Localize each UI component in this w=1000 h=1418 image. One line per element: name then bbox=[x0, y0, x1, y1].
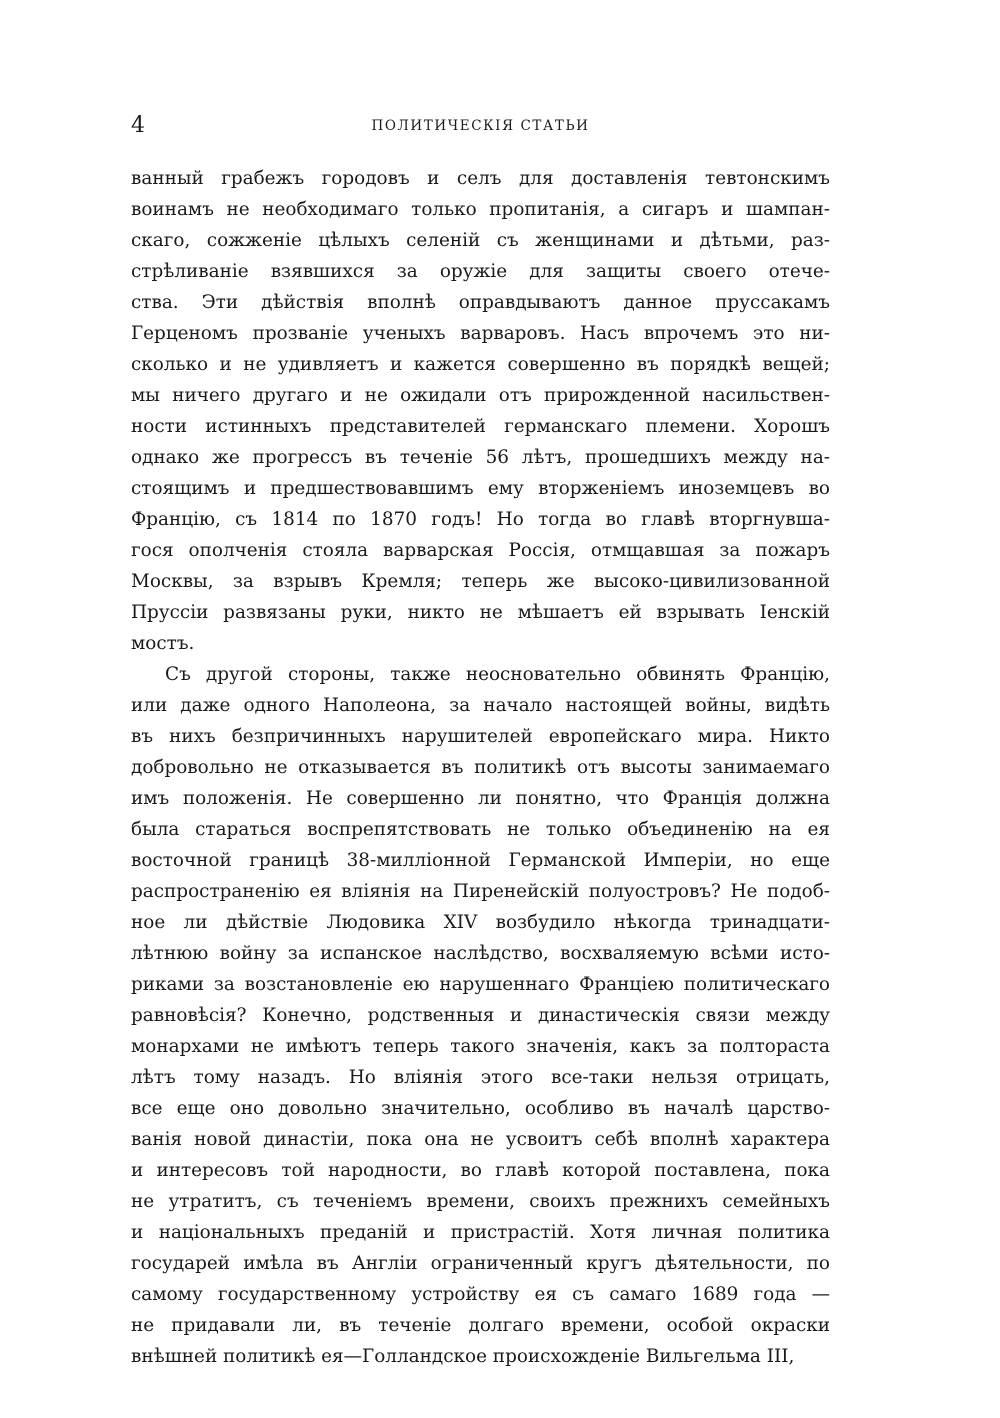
text-line: сколько и не удивляетъ и кажется совершенно въ порядкѣ вещей; bbox=[131, 354, 830, 375]
text-line: лѣтнюю войну за испанское наслѣдство, восхваляемую всѣми исто- bbox=[131, 943, 830, 964]
text-line: ства. Эти дѣйствія вполнѣ оправдываютъ данное пруссакамъ bbox=[131, 292, 830, 313]
body-text bbox=[131, 163, 830, 1372]
text-line: добровольно не отказывается въ политикѣ отъ высоты занимаемаго bbox=[131, 757, 830, 778]
text-line: мостъ. bbox=[131, 633, 195, 654]
text-line: лѣтъ тому назадъ. Но вліянія этого все-таки нельзя отрицать, bbox=[131, 1067, 830, 1088]
text-line: гося ополченія стояла варварская Россія, отмщавшая за пожаръ bbox=[131, 540, 830, 561]
text-line: внѣшней политикѣ ея—Голландское происхожденіе Вильгельма III, bbox=[131, 1346, 795, 1367]
page-number: 4 bbox=[131, 113, 145, 138]
text-line: государей имѣла въ Англіи ограниченный кругъ дѣятельности, по bbox=[131, 1253, 830, 1274]
text-line: Съ другой стороны, также неосновательно обвинять Францію, bbox=[165, 664, 830, 685]
text-line: однако же прогрессъ въ теченіе 56 лѣтъ, прошедшихъ между на- bbox=[131, 447, 830, 468]
text-line: или даже одного Наполеона, за начало настоящей войны, видѣть bbox=[131, 695, 830, 716]
text-line: распространенію ея вліянія на Пиренейскій полуостровъ? Не подоб- bbox=[131, 881, 830, 902]
text-line: была стараться воспрепятствовать не только объединенію на ея bbox=[131, 819, 830, 840]
text-line: Герценомъ прозваніе ученыхъ варваровъ. Насъ впрочемъ это ни- bbox=[131, 323, 830, 344]
text-line: ное ли дѣйствіе Людовика XIV возбудило нѣкогда тринадцати- bbox=[131, 912, 830, 933]
text-line: стрѣливаніе взявшихся за оружіе для защиты своего отече- bbox=[131, 261, 830, 282]
text-line: Москвы, за взрывъ Кремля; теперь же высоко-цивилизованной bbox=[131, 571, 830, 592]
text-line: ности истинныхъ представителей германскаго племени. Хорошъ bbox=[131, 416, 830, 437]
text-line: монархами не имѣютъ теперь такого значенія, какъ за полтораста bbox=[131, 1036, 830, 1057]
text-line: ванія новой династіи, пока она не усвоитъ себѣ вполнѣ характера bbox=[131, 1129, 830, 1150]
running-title: ПОЛИТИЧЕСКІЯ СТАТЬИ bbox=[371, 118, 590, 134]
text-line: и интересовъ той народности, во главѣ которой поставлена, пока bbox=[131, 1160, 830, 1181]
text-line: мы ничего другаго и не ожидали отъ прирожденной насильствен- bbox=[131, 385, 830, 406]
text-line: скаго, сожженіе цѣлыхъ селеній съ женщинами и дѣтьми, раз- bbox=[131, 230, 830, 251]
text-line: равновѣсія? Конечно, родственныя и династическія связи между bbox=[131, 1005, 830, 1026]
paragraph-1 bbox=[131, 163, 830, 659]
text-line: самому государственному устройству ея съ самаго 1689 года — bbox=[131, 1284, 830, 1305]
text-line: Пруссіи развязаны руки, никто не мѣшаетъ ей взрывать Іенскій bbox=[131, 602, 830, 623]
text-line: все еще оно довольно значительно, особливо въ началѣ царство- bbox=[131, 1098, 830, 1119]
text-line: восточной границѣ 38-милліонной Германской Имперіи, но еще bbox=[131, 850, 830, 871]
text-line: въ нихъ безпричинныхъ нарушителей европейскаго мира. Никто bbox=[131, 726, 830, 747]
text-line: имъ положенія. Не совершенно ли понятно, что Франція должна bbox=[131, 788, 830, 809]
text-line: не придавали ли, въ теченіе долгаго времени, особой окраски bbox=[131, 1315, 830, 1336]
text-line: и національныхъ преданій и пристрастій. Хотя личная политика bbox=[131, 1222, 830, 1243]
text-line: стоящимъ и предшествовавшимъ ему вторженіемъ иноземцевъ во bbox=[131, 478, 830, 499]
text-line: ванный грабежъ городовъ и селъ для доставленія тевтонскимъ bbox=[131, 168, 830, 189]
running-head bbox=[131, 112, 830, 140]
text-line: риками за возстановленіе ею нарушеннаго Франціею политическаго bbox=[131, 974, 830, 995]
paragraph-2 bbox=[131, 659, 830, 1372]
text-line: воинамъ не необходимаго только пропитанія, а сигаръ и шампан- bbox=[131, 199, 830, 220]
text-line: не утратитъ, съ теченіемъ времени, своихъ прежнихъ семейныхъ bbox=[131, 1191, 830, 1212]
text-line: Францію, съ 1814 по 1870 годъ! Но тогда во главѣ вторгнувша- bbox=[131, 509, 830, 530]
